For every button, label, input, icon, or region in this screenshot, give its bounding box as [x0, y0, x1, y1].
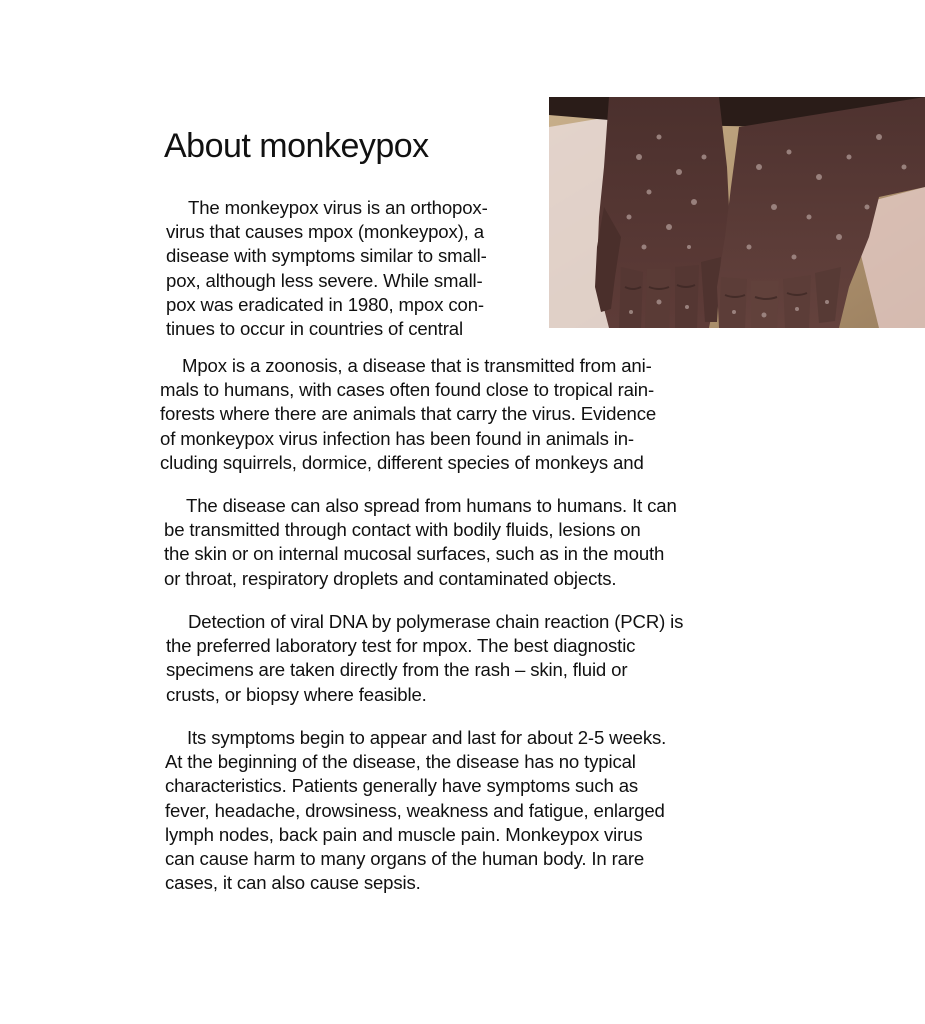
text-line: the preferred laboratory test for mpox. The best diagnostic: [166, 635, 636, 657]
text-line: Its symptoms begin to appear and last for about 2-5 weeks.: [187, 727, 667, 748]
text-line: pox was eradicated in 1980, mpox con-: [166, 293, 484, 315]
text-line: characteristics. Patients generally have symptoms such as: [165, 775, 639, 797]
text-line: cases, it can also cause sepsis.: [165, 872, 421, 894]
text-line: can cause harm to many organs of the human body. In rare: [165, 848, 645, 870]
text-line: lymph nodes, back pain and muscle pain. Monkeypox virus: [165, 823, 643, 845]
text-line: fever, headache, drowsiness, weakness and fatigue, enlarged: [165, 799, 665, 821]
text-line: the skin or on internal mucosal surfaces, such as in the mouth: [164, 543, 665, 565]
hands-with-lesions-photo: [549, 97, 925, 328]
text-line: cluding squirrels, dormice, different species of monkeys and: [160, 451, 644, 473]
text-line: disease with symptoms similar to small-: [166, 245, 487, 267]
paragraph-transmission: [164, 494, 677, 591]
paragraph-symptoms: [165, 726, 666, 895]
page-title: About monkeypox: [164, 127, 429, 165]
paragraph-virus-intro: [166, 196, 488, 341]
text-line: or throat, respiratory droplets and contaminated objects.: [164, 567, 617, 589]
text-line: tinues to occur in countries of central: [166, 318, 463, 340]
text-line: The monkeypox virus is an orthopox-: [188, 197, 488, 218]
text-line: pox, although less severe. While small-: [166, 269, 483, 291]
text-line: be transmitted through contact with bodily fluids, lesions on: [164, 519, 641, 541]
paragraph-zoonosis: [160, 354, 656, 475]
text-line: At the beginning of the disease, the disease has no typical: [165, 751, 636, 773]
paragraph-detection: [166, 610, 683, 707]
text-line: virus that causes mpox (monkeypox), a: [166, 221, 484, 243]
text-line: forests where there are animals that carry the virus. Evidence: [160, 403, 657, 425]
text-line: specimens are taken directly from the rash – skin, fluid or: [166, 659, 628, 681]
text-line: of monkeypox virus infection has been found in animals in-: [160, 427, 634, 449]
text-line: The disease can also spread from humans to humans. It can: [186, 495, 677, 516]
text-line: Mpox is a zoonosis, a disease that is transmitted from ani-: [182, 355, 652, 376]
text-line: Detection of viral DNA by polymerase chain reaction (PCR) is: [188, 611, 684, 632]
text-line: crusts, or biopsy where feasible.: [166, 683, 427, 705]
text-line: mals to humans, with cases often found close to tropical rain-: [160, 379, 655, 401]
hands-photo-illustration: [549, 97, 925, 328]
